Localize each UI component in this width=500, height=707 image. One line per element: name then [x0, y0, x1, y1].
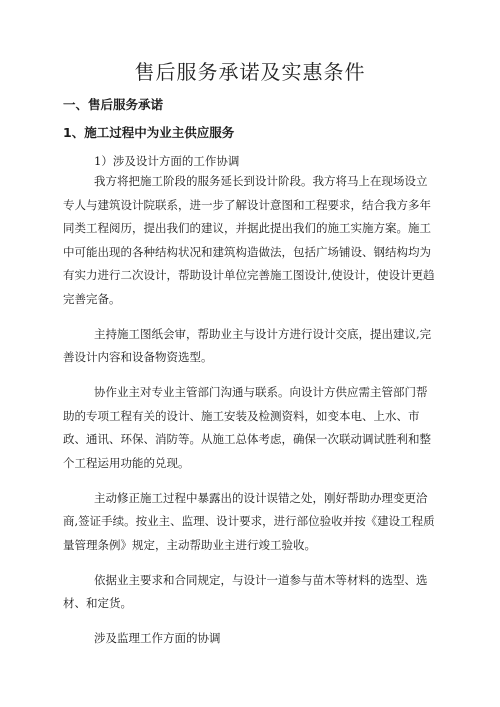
- paragraph: 主持施工图纸会审，帮助业主与设计方进行设计交底，提出建议,完善设计内容和设备物资选型。: [63, 326, 432, 364]
- document-body: [63, 170, 438, 651]
- paragraph-subheading: 涉及监理工作方面的协调: [94, 631, 221, 645]
- document-title: 售后服务承诺及实惠条件: [134, 60, 366, 84]
- subsection-heading: 1、施工过程中为业主供应服务: [63, 125, 235, 140]
- paragraph: 我方将把施工阶段的服务延长到设计阶段。我方将马上在现场设立专人与建筑设计院联系，进一步了解设计意图和工程要求，结合我方多年同类工程阅历，提出我们的建议，并据此提出我们的施工实施方案。施工中可能出现的各种结构状况和建筑构造做法，包括广场铺设、钢结构均为有实力进行二次设计，帮助设计单位完善施工图设计,使设计，使设计更趋完善完备。: [63, 174, 435, 306]
- section-heading: 一、售后服务承诺: [63, 97, 164, 112]
- paragraph: 依据业主要求和合同规定，与设计一道参与苗木等材料的选型、选材、和定货。: [63, 572, 428, 610]
- paragraph: 协作业主对专业主管部门沟通与联系。向设计方供应需主管部门帮助的专项工程有关的设计、施工安装及检测资料，如变本电、上水、市政、通讯、环保、消防等。从施工总体考虑，确保一次联动调试胜利和整个工程运用功能的兑现。: [63, 385, 431, 470]
- paragraph: 主动修正施工过程中暴露出的设计误错之处，刚好帮助办理变更洽商,签证手续。按业主、监理、设计要求，进行部位验收并按《建设工程质量管理条例》规定，主动帮助业主进行竣工验收。: [63, 490, 435, 552]
- item-heading: 1）涉及设计方面的工作协调: [94, 154, 240, 168]
